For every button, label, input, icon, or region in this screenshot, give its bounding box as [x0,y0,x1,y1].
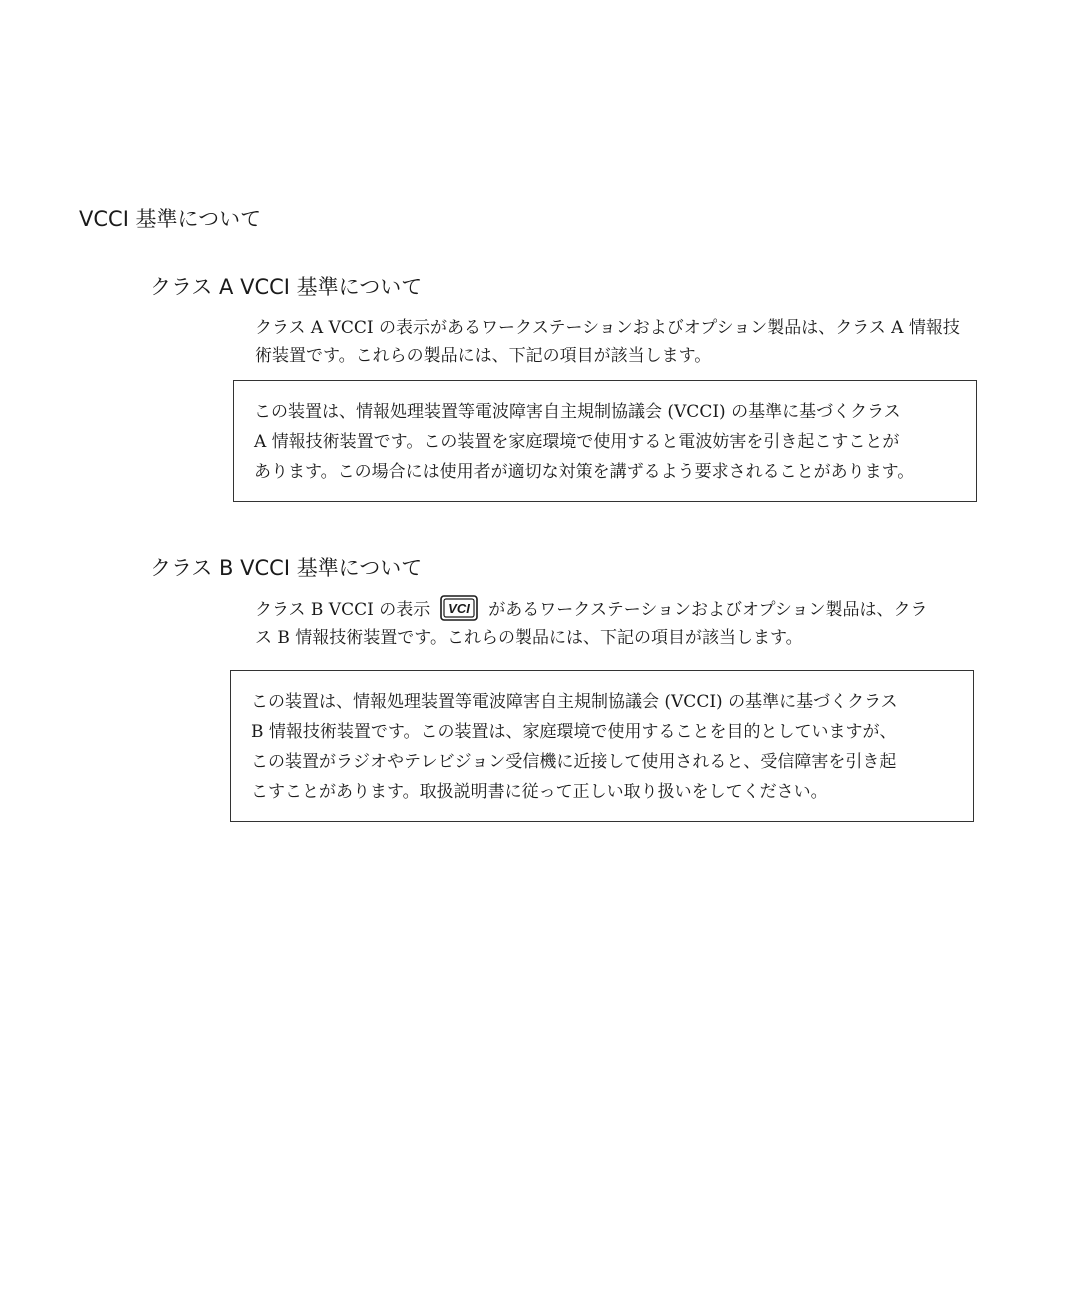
class-a-intro [255,314,965,370]
class-b-intro-before-mark: クラス B VCCI の表示 [255,600,431,620]
class-a-notice-line-3: あります。この場合には使用者が適切な対策を講ずるよう要求されることがあります。 [254,462,915,482]
class-b-notice-line-3: この装置がラジオやテレビジョン受信機に近接して使用されると、受信障害を引き起 [251,752,897,772]
class-b-intro-line-1 [255,596,965,624]
class-b-notice-box [230,670,974,822]
class-a-intro-line-1: クラス A VCCI の表示があるワークステーションおよびオプション製品は、クラス A 情報技 [255,318,960,338]
class-b-intro [255,596,965,652]
class-b-intro-after-mark: があるワークステーションおよびオプション製品は、クラ [488,600,928,620]
class-a-notice-box [233,380,977,502]
page-title: VCCI 基準について [79,207,262,231]
class-b-heading: クラス B VCCI 基準について [150,556,423,580]
class-a-intro-line-2: 術装置です。これらの製品には、下記の項目が該当します。 [255,346,712,366]
class-a-heading: クラス A VCCI 基準について [150,275,423,299]
vcci-logo-icon [440,595,478,621]
class-a-notice-line-2: A 情報技術装置です。この装置を家庭環境で使用すると電波妨害を引き起こすことが [254,432,900,452]
class-a-notice-line-1: この装置は、情報処理装置等電波障害自主規制協議会 (VCCI) の基準に基づくクラス [254,402,901,422]
class-b-notice-line-1: この装置は、情報処理装置等電波障害自主規制協議会 (VCCI) の基準に基づくクラス [251,692,898,712]
class-b-notice-line-4: こすことがあります。取扱説明書に従って正しい取り扱いをしてください。 [251,782,828,802]
class-b-intro-line-2: ス B 情報技術装置です。これらの製品には、下記の項目が該当します。 [255,628,803,648]
class-b-notice-line-2: B 情報技術装置です。この装置は、家庭環境で使用することを目的としていますが、 [251,722,897,742]
vcci-logo-text: VCI [448,600,471,616]
